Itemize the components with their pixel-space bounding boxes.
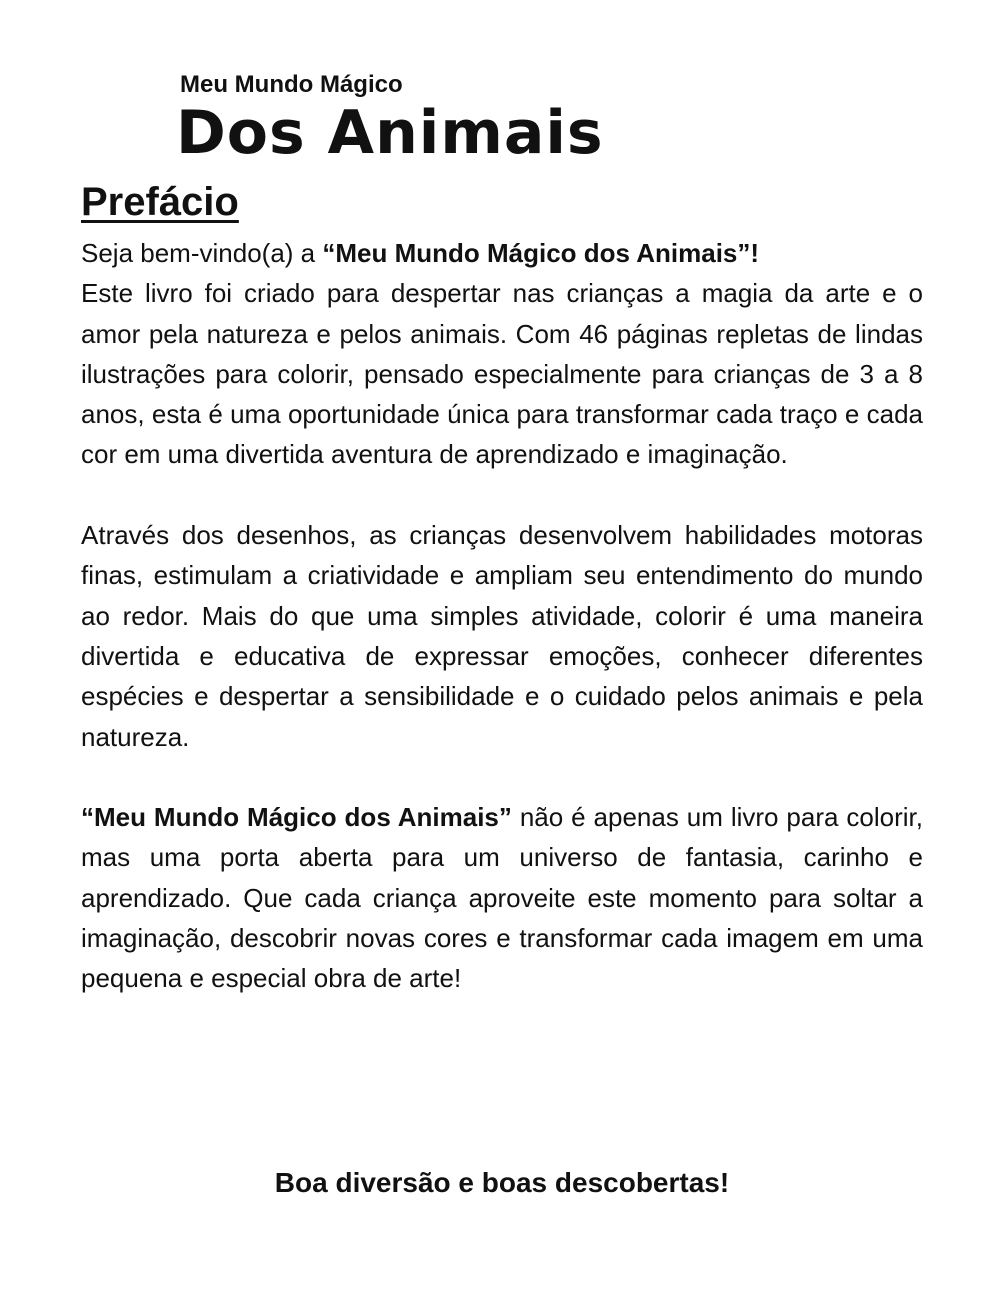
closing-line: Boa diversão e boas descobertas! (274, 1167, 730, 1198)
third-book-title: “Meu Mundo Mágico dos Animais” (81, 802, 512, 833)
series-title: Meu Mundo Mágico (180, 71, 403, 98)
second-paragraph: Através dos desenhos, as crianças desenvolvem habilidades motoras finas, estimulam a criatividade e ampliam seu entendimento do mundo ao redor. Mais do que uma simples atividade, colorir é uma maneira divertida e educativa de expressar emoções, conhecer diferentes espécies e despertar a sensibilidade e o cuidado pelos animais e pela natureza. (81, 520, 923, 752)
intro-paragraph: Este livro foi criado para despertar nas crianças a magia da arte e o amor pela natureza e pelos animais. Com 46 páginas repletas de lindas ilustrações para colorir, pensado especialmente para crianças de 3 a 8 anos, esta é uma oportunidade única para transformar cada traço e cada cor em uma divertida aventura de aprendizado e imaginação. (81, 278, 923, 470)
welcome-prefix: Seja bem-vindo(a) a (81, 238, 323, 268)
third-paragraph (81, 797, 923, 998)
paragraph-spacer (81, 475, 923, 515)
welcome-line (81, 233, 923, 273)
paragraph-spacer (81, 757, 923, 797)
welcome-book-title: “Meu Mundo Mágico dos Animais”! (322, 238, 760, 268)
preface-heading: Prefácio (81, 180, 239, 224)
book-title: Dos Animais (176, 98, 604, 168)
third-rest: não é apenas um livro para colorir, mas uma porta aberta para um universo de fantasia, carinho e aprendizado. Que cada criança aproveite este momento para soltar a imaginação, descobrir novas cores e transformar cada imagem em uma pequena e especial obra de arte! (81, 802, 923, 994)
preface-body (81, 233, 923, 999)
